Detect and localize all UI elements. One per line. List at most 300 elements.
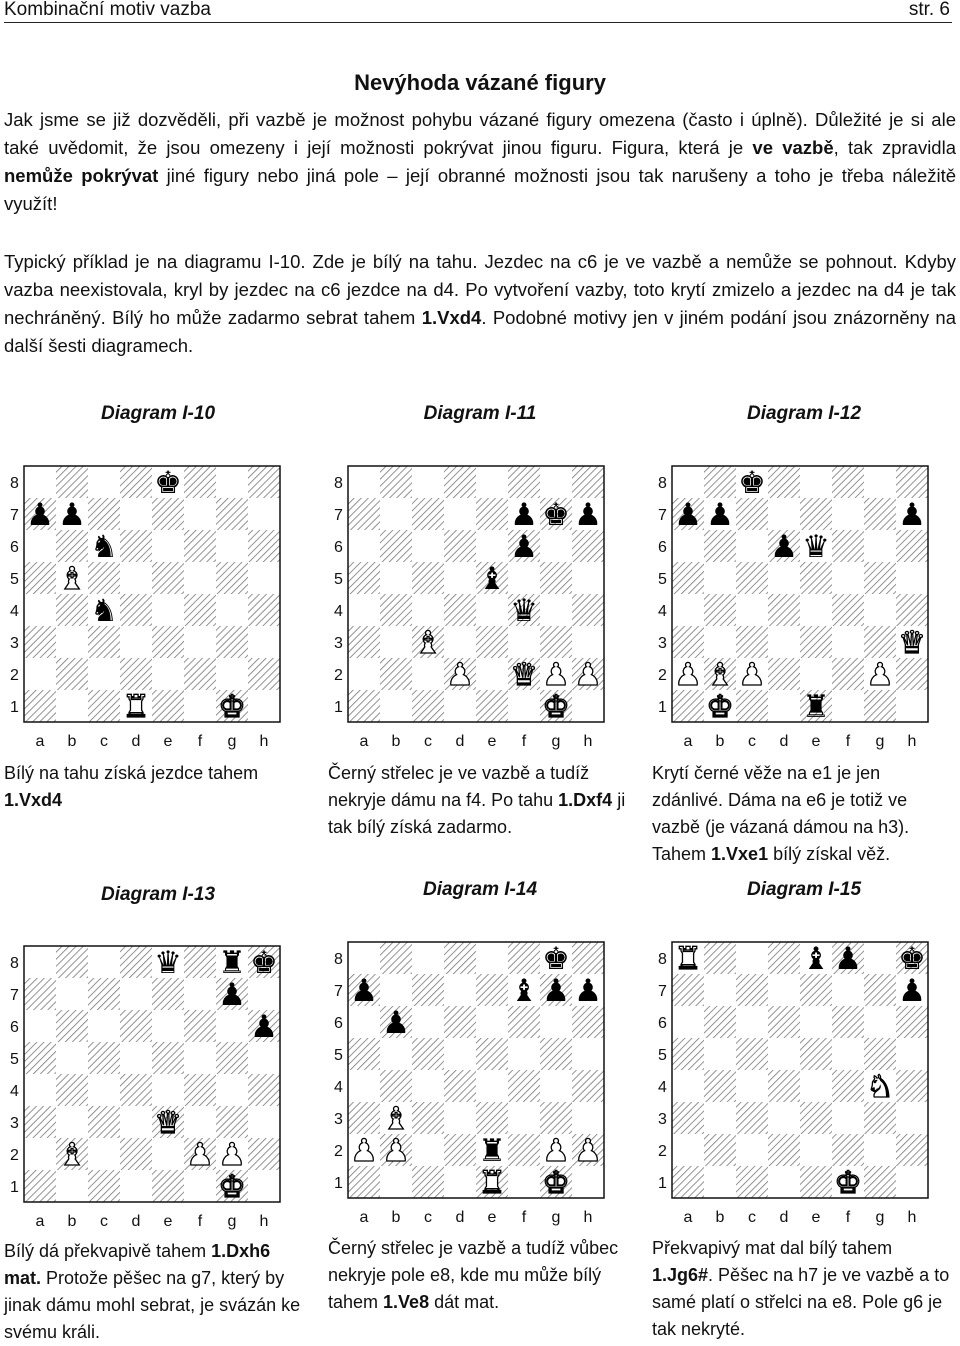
rank-label: 8 xyxy=(658,475,667,492)
dark-square xyxy=(768,1070,800,1102)
light-square xyxy=(120,626,152,658)
dark-square xyxy=(864,1038,896,1070)
white-queen-icon: ♛ xyxy=(154,1105,182,1141)
black-rook-icon: ♜ xyxy=(802,689,830,725)
light-square xyxy=(672,594,704,626)
black-pawn-icon: ♟ xyxy=(542,973,570,1009)
light-square xyxy=(832,1038,864,1070)
rank-label: 3 xyxy=(658,635,667,652)
white-pawn-icon: ♟ xyxy=(186,1137,214,1173)
dark-square xyxy=(572,594,604,626)
light-square xyxy=(24,1010,56,1042)
file-label: c xyxy=(100,733,108,750)
light-square xyxy=(152,1074,184,1106)
dark-square xyxy=(120,946,152,978)
text-run: , tak zpravidla xyxy=(833,137,956,158)
dark-square xyxy=(184,530,216,562)
light-square xyxy=(800,594,832,626)
diagram-caption xyxy=(328,760,628,841)
dark-square xyxy=(540,1102,572,1134)
dark-square xyxy=(412,690,444,722)
rank-label: 2 xyxy=(334,1143,343,1160)
white-bishop-icon: ♝ xyxy=(58,1137,86,1173)
rank-label: 1 xyxy=(658,699,667,716)
rank-label: 2 xyxy=(658,667,667,684)
black-pawn-icon: ♟ xyxy=(218,977,246,1013)
light-square xyxy=(572,626,604,658)
light-square xyxy=(864,530,896,562)
file-label: d xyxy=(455,733,465,750)
light-square xyxy=(864,1134,896,1166)
file-label: h xyxy=(259,733,269,750)
light-square xyxy=(672,530,704,562)
light-square xyxy=(672,1006,704,1038)
dark-square xyxy=(672,974,704,1006)
dark-square xyxy=(864,498,896,530)
rank-label: 5 xyxy=(10,571,19,588)
file-label: e xyxy=(163,1213,173,1230)
rank-label: 2 xyxy=(658,1143,667,1160)
light-square xyxy=(736,594,768,626)
bold-text: 1.Dxh6 mat. xyxy=(4,1241,271,1288)
dark-square xyxy=(56,946,88,978)
rank-label: 8 xyxy=(334,475,343,492)
light-square xyxy=(152,1138,184,1170)
light-square xyxy=(864,942,896,974)
dark-square xyxy=(120,530,152,562)
light-square xyxy=(348,530,380,562)
file-label: a xyxy=(359,733,369,750)
rank-label: 4 xyxy=(10,603,19,620)
dark-square xyxy=(348,562,380,594)
light-square xyxy=(56,978,88,1010)
dark-square xyxy=(476,1102,508,1134)
dark-square xyxy=(672,1102,704,1134)
dark-square xyxy=(896,1006,928,1038)
file-label: g xyxy=(875,733,885,750)
diagram-title: Diagram I-11 xyxy=(423,403,537,424)
dark-square xyxy=(248,658,280,690)
white-pawn-icon: ♟ xyxy=(446,657,474,693)
rank-label: 1 xyxy=(334,1175,343,1192)
light-square xyxy=(476,1006,508,1038)
light-square xyxy=(348,466,380,498)
diagram-caption xyxy=(4,1238,304,1346)
dark-square xyxy=(508,1134,540,1166)
light-square xyxy=(248,626,280,658)
text-run: jiné figury nebo jiná pole – její obranné možnosti jsou tak narušeny a toho je třeba náležitě využít! xyxy=(4,165,956,214)
light-square xyxy=(832,690,864,722)
file-label: d xyxy=(779,733,789,750)
white-king-icon: ♚ xyxy=(706,689,734,725)
dark-square xyxy=(24,1042,56,1074)
file-label: f xyxy=(521,733,527,750)
light-square xyxy=(572,562,604,594)
dark-square xyxy=(56,658,88,690)
light-square xyxy=(476,594,508,626)
dark-square xyxy=(412,1166,444,1198)
light-square xyxy=(120,978,152,1010)
file-label: a xyxy=(683,733,693,750)
chess-diagram xyxy=(2,942,302,1232)
dark-square xyxy=(184,946,216,978)
light-square xyxy=(412,942,444,974)
light-square xyxy=(380,690,412,722)
dark-square xyxy=(768,658,800,690)
dark-square xyxy=(896,1134,928,1166)
chess-diagram xyxy=(326,462,626,752)
light-square xyxy=(56,1106,88,1138)
dark-square xyxy=(120,658,152,690)
light-square xyxy=(120,1042,152,1074)
file-label: f xyxy=(197,1213,203,1230)
chess-diagram xyxy=(2,462,302,752)
light-square xyxy=(56,690,88,722)
text-run: Jak jsme se již dozvěděli, při vazbě je možnost pohybu vázané figury omezena (často i úplně). Důležité je si ale také uvědomit, že jsou omezeny i její možnosti pokrývat jinou figuru. Figura, která je xyxy=(4,109,956,158)
file-label: a xyxy=(35,1213,45,1230)
rank-label: 1 xyxy=(10,699,19,716)
light-square xyxy=(572,690,604,722)
light-square xyxy=(444,690,476,722)
black-pawn-icon: ♟ xyxy=(382,1005,410,1041)
rank-label: 3 xyxy=(10,1115,19,1132)
light-square xyxy=(88,658,120,690)
dark-square xyxy=(152,626,184,658)
dark-square xyxy=(672,1038,704,1070)
black-pawn-icon: ♟ xyxy=(898,497,926,533)
file-label: a xyxy=(35,733,45,750)
light-square xyxy=(184,1042,216,1074)
dark-square xyxy=(864,1102,896,1134)
dark-square xyxy=(444,1070,476,1102)
dark-square xyxy=(864,562,896,594)
light-square xyxy=(444,498,476,530)
light-square xyxy=(896,1102,928,1134)
file-label: f xyxy=(197,733,203,750)
dark-square xyxy=(800,562,832,594)
dark-square xyxy=(704,1006,736,1038)
dark-square xyxy=(444,530,476,562)
light-square xyxy=(152,530,184,562)
light-square xyxy=(540,466,572,498)
rank-label: 5 xyxy=(658,571,667,588)
dark-square xyxy=(56,530,88,562)
dark-square xyxy=(540,626,572,658)
black-pawn-icon: ♟ xyxy=(898,973,926,1009)
file-label: a xyxy=(683,1209,693,1226)
white-queen-icon: ♛ xyxy=(898,625,926,661)
white-pawn-icon: ♟ xyxy=(574,1133,602,1169)
rank-label: 4 xyxy=(334,603,343,620)
dark-square xyxy=(216,1042,248,1074)
dark-square xyxy=(800,1038,832,1070)
light-square xyxy=(476,658,508,690)
dark-square xyxy=(184,1010,216,1042)
dark-square xyxy=(120,466,152,498)
light-square xyxy=(56,1170,88,1202)
dark-square xyxy=(88,626,120,658)
light-square xyxy=(704,1166,736,1198)
light-square xyxy=(476,1070,508,1102)
bold-text: 1.Jg6# xyxy=(652,1265,709,1285)
rank-label: 2 xyxy=(10,1147,19,1164)
black-king-icon: ♚ xyxy=(542,941,570,977)
white-king-icon: ♚ xyxy=(218,689,246,725)
text-run: ji tak bílý získá zadarmo. xyxy=(328,790,626,837)
rank-label: 7 xyxy=(658,983,667,1000)
light-square xyxy=(508,1038,540,1070)
dark-square xyxy=(508,942,540,974)
dark-square xyxy=(120,594,152,626)
file-label: d xyxy=(131,733,141,750)
dark-square xyxy=(24,1170,56,1202)
black-pawn-icon: ♟ xyxy=(574,497,602,533)
light-square xyxy=(184,1170,216,1202)
dark-square xyxy=(184,594,216,626)
light-square xyxy=(348,1006,380,1038)
text-run: Krytí černé věže na e1 je jen zdánlivé. Dáma na e6 je totiž ve vazbě (je vázaná dámou na h3). Tahem xyxy=(652,763,910,864)
dark-square xyxy=(248,466,280,498)
file-label: f xyxy=(845,1209,851,1226)
light-square xyxy=(184,562,216,594)
dark-square xyxy=(348,1038,380,1070)
dark-square xyxy=(800,626,832,658)
rank-label: 6 xyxy=(658,539,667,556)
light-square xyxy=(508,690,540,722)
dark-square xyxy=(476,498,508,530)
light-square xyxy=(768,498,800,530)
dark-square xyxy=(348,1102,380,1134)
dark-square xyxy=(56,594,88,626)
dark-square xyxy=(348,498,380,530)
dark-square xyxy=(24,626,56,658)
light-square xyxy=(508,562,540,594)
file-label: c xyxy=(748,1209,756,1226)
dark-square xyxy=(896,658,928,690)
file-label: e xyxy=(487,1209,497,1226)
dark-square xyxy=(540,1038,572,1070)
light-square xyxy=(768,1166,800,1198)
light-square xyxy=(800,466,832,498)
dark-square xyxy=(672,1166,704,1198)
dark-square xyxy=(508,1006,540,1038)
file-label: h xyxy=(583,733,593,750)
file-label: g xyxy=(227,1213,237,1230)
dark-square xyxy=(152,498,184,530)
bold-text: 1.Vxe1 xyxy=(711,844,769,864)
rank-label: 6 xyxy=(10,1019,19,1036)
dark-square xyxy=(540,562,572,594)
light-square xyxy=(736,1006,768,1038)
file-label: b xyxy=(391,1209,401,1226)
light-square xyxy=(412,1070,444,1102)
light-square xyxy=(184,1106,216,1138)
dark-square xyxy=(864,690,896,722)
rank-label: 4 xyxy=(334,1079,343,1096)
light-square xyxy=(476,530,508,562)
dark-square xyxy=(704,942,736,974)
dark-square xyxy=(380,530,412,562)
file-label: g xyxy=(227,733,237,750)
dark-square xyxy=(56,466,88,498)
dark-square xyxy=(216,626,248,658)
light-square xyxy=(412,466,444,498)
dark-square xyxy=(476,690,508,722)
dark-square xyxy=(768,1006,800,1038)
dark-square xyxy=(412,974,444,1006)
light-square xyxy=(120,1106,152,1138)
rank-label: 6 xyxy=(658,1015,667,1032)
file-label: c xyxy=(424,733,432,750)
text-run: Protože pěšec na g7, který by jinak dámu mohl sebrat, je svázán ke svému králi. xyxy=(4,1268,301,1342)
white-pawn-icon: ♟ xyxy=(574,657,602,693)
rank-label: 5 xyxy=(10,1051,19,1068)
black-knight-icon: ♞ xyxy=(90,529,118,565)
dark-square xyxy=(248,530,280,562)
dark-square xyxy=(88,1106,120,1138)
dark-square xyxy=(768,594,800,626)
dark-square xyxy=(476,1038,508,1070)
light-square xyxy=(248,690,280,722)
light-square xyxy=(348,1070,380,1102)
black-pawn-icon: ♟ xyxy=(510,529,538,565)
dark-square xyxy=(896,466,928,498)
light-square xyxy=(444,974,476,1006)
light-square xyxy=(412,658,444,690)
dark-square xyxy=(832,530,864,562)
dark-square xyxy=(672,562,704,594)
file-label: g xyxy=(551,1209,561,1226)
white-bishop-icon: ♝ xyxy=(382,1101,410,1137)
light-square xyxy=(736,942,768,974)
white-pawn-icon: ♟ xyxy=(542,657,570,693)
rank-label: 7 xyxy=(658,507,667,524)
dark-square xyxy=(704,594,736,626)
light-square xyxy=(800,1134,832,1166)
light-square xyxy=(248,1042,280,1074)
light-square xyxy=(444,1038,476,1070)
dark-square xyxy=(24,562,56,594)
light-square xyxy=(348,658,380,690)
file-label: d xyxy=(131,1213,141,1230)
dark-square xyxy=(216,1106,248,1138)
white-rook-icon: ♜ xyxy=(674,941,702,977)
light-square xyxy=(88,466,120,498)
rank-label: 8 xyxy=(334,951,343,968)
dark-square xyxy=(152,1170,184,1202)
diagram-title: Diagram I-12 xyxy=(746,403,862,424)
dark-square xyxy=(864,626,896,658)
white-pawn-icon: ♟ xyxy=(382,1133,410,1169)
light-square xyxy=(152,594,184,626)
dark-square xyxy=(24,1106,56,1138)
dark-square xyxy=(832,658,864,690)
light-square xyxy=(216,594,248,626)
rank-label: 2 xyxy=(334,667,343,684)
white-bishop-icon: ♝ xyxy=(414,625,442,661)
light-square xyxy=(248,1170,280,1202)
white-pawn-icon: ♟ xyxy=(218,1137,246,1173)
light-square xyxy=(24,1138,56,1170)
light-square xyxy=(704,1038,736,1070)
light-square xyxy=(832,1102,864,1134)
white-king-icon: ♚ xyxy=(834,1165,862,1201)
bold-text: 1.Vxd4 xyxy=(4,790,63,810)
bold-text: nemůže pokrývat xyxy=(4,165,159,186)
black-pawn-icon: ♟ xyxy=(510,497,538,533)
text-run: . Podobné motivy jen v jiném podání jsou znázorněny na další šesti diagramech. xyxy=(4,307,956,356)
file-label: e xyxy=(163,733,173,750)
dark-square xyxy=(248,1074,280,1106)
header-title: Kombinační motiv vazba xyxy=(4,0,211,20)
diagram-title: Diagram I-15 xyxy=(746,879,862,900)
light-square xyxy=(24,466,56,498)
dark-square xyxy=(380,658,412,690)
light-square xyxy=(24,1074,56,1106)
light-square xyxy=(216,1074,248,1106)
rank-label: 3 xyxy=(10,635,19,652)
dark-square xyxy=(380,942,412,974)
black-king-icon: ♚ xyxy=(898,941,926,977)
light-square xyxy=(380,1166,412,1198)
rank-label: 7 xyxy=(334,983,343,1000)
black-bishop-icon: ♝ xyxy=(478,561,506,597)
dark-square xyxy=(736,498,768,530)
dark-square xyxy=(152,978,184,1010)
diagram-caption xyxy=(652,1235,952,1343)
dark-square xyxy=(736,1038,768,1070)
light-square xyxy=(540,1070,572,1102)
light-square xyxy=(412,1006,444,1038)
rank-label: 4 xyxy=(10,1083,19,1100)
white-bishop-icon: ♝ xyxy=(58,561,86,597)
dark-square xyxy=(412,562,444,594)
light-square xyxy=(508,1166,540,1198)
file-label: d xyxy=(779,1209,789,1226)
light-square xyxy=(348,594,380,626)
bold-text: 1.Ve8 xyxy=(383,1292,430,1312)
light-square xyxy=(704,626,736,658)
light-square xyxy=(572,1102,604,1134)
rank-label: 3 xyxy=(334,1111,343,1128)
dark-square xyxy=(88,690,120,722)
black-pawn-icon: ♟ xyxy=(350,973,378,1009)
light-square xyxy=(380,1038,412,1070)
dark-square xyxy=(216,562,248,594)
page-number: str. 6 xyxy=(908,0,950,20)
light-square xyxy=(380,626,412,658)
dark-square xyxy=(56,1010,88,1042)
light-square xyxy=(800,1070,832,1102)
dark-square xyxy=(184,1074,216,1106)
dark-square xyxy=(380,594,412,626)
diagram-caption xyxy=(4,760,304,814)
light-square xyxy=(704,974,736,1006)
dark-square xyxy=(88,1042,120,1074)
dark-square xyxy=(864,974,896,1006)
light-square xyxy=(24,530,56,562)
dark-square xyxy=(476,626,508,658)
rank-label: 5 xyxy=(334,571,343,588)
rank-label: 7 xyxy=(10,987,19,1004)
dark-square xyxy=(380,466,412,498)
intro-paragraph xyxy=(4,106,956,218)
black-pawn-icon: ♟ xyxy=(770,529,798,565)
dark-square xyxy=(572,530,604,562)
text-run: dát mat. xyxy=(429,1292,500,1312)
light-square xyxy=(672,466,704,498)
rank-label: 1 xyxy=(658,1175,667,1192)
